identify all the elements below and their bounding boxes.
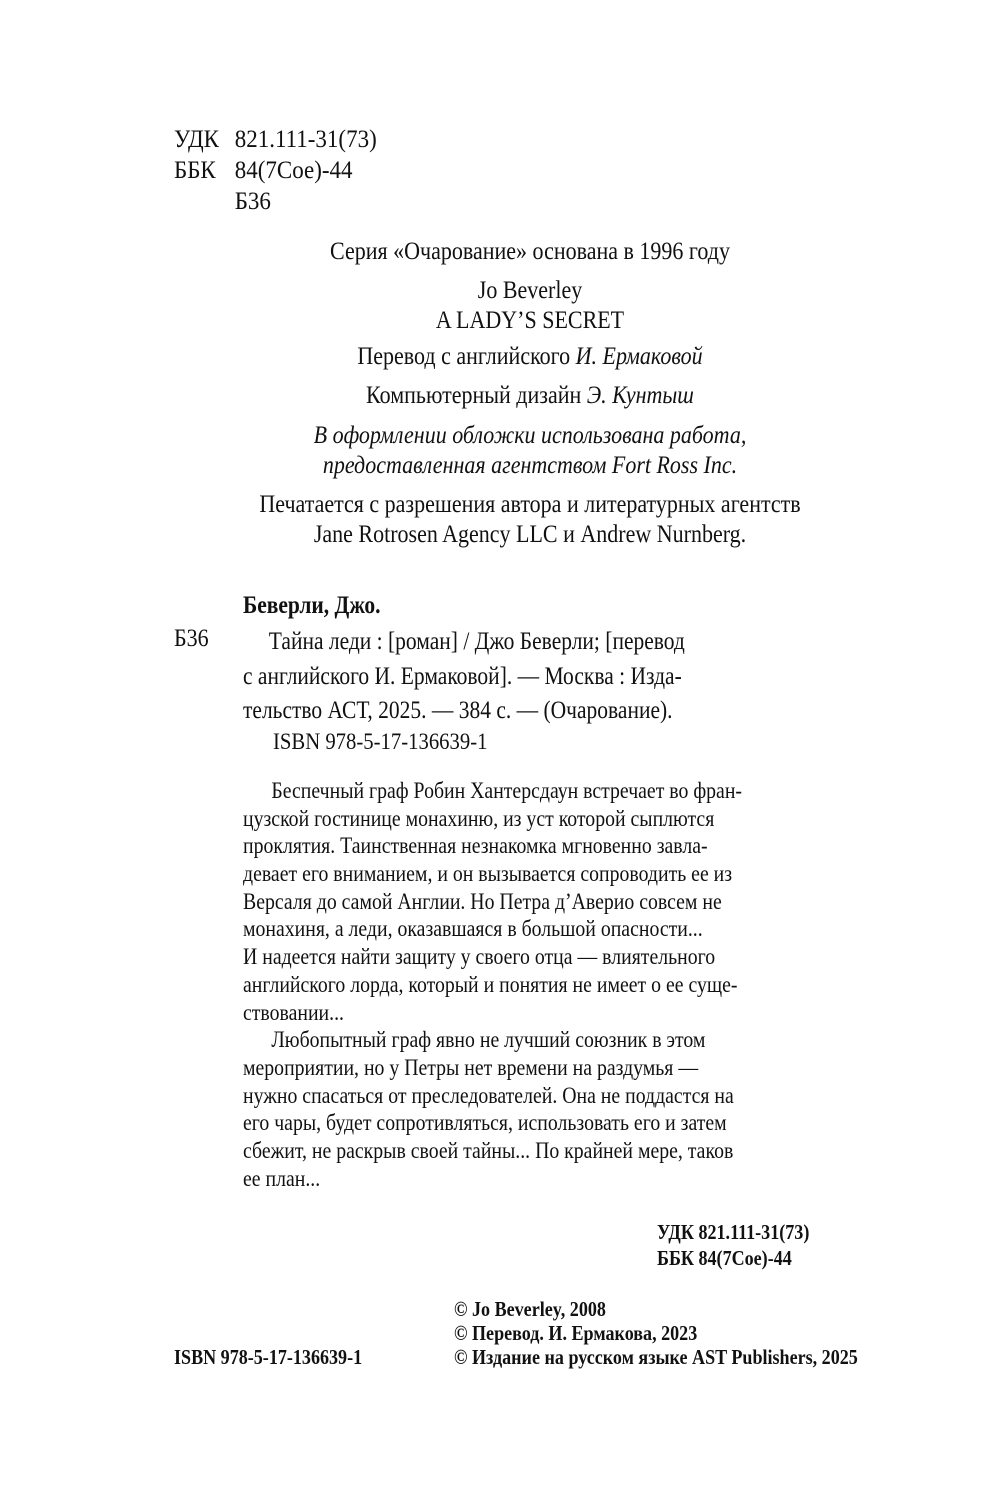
design-prefix: Компьютерный дизайн [366, 382, 582, 409]
footer-classification [657, 1219, 809, 1271]
designer-name: Э. Кунтыш [586, 382, 694, 409]
series-line: Серия «Очарование» основана в 1996 году [330, 238, 730, 265]
footer-udk: УДК 821.111-31(73) [657, 1220, 810, 1244]
original-title: A LADY’S SECRET [435, 307, 625, 334]
permission-note: Печатается с разрешения автора и литературных агентств Jane Rotrosen Agency LLC и Andrew Nurnberg. [259, 491, 801, 548]
copyright-edition: © Издание на русском языке AST Publishers, 2025 [454, 1345, 858, 1369]
cover-note: В оформлении обложки использована работа, предоставленная агентством Fort Ross Inc. [313, 422, 747, 479]
footer-bbk: ББК 84(7Сое)-44 [657, 1246, 792, 1270]
original-edition [174, 276, 886, 336]
bbk-value: 84(7Сое)-44 [234, 157, 353, 184]
copyright-translation: © Перевод. И. Ермакова, 2023 [454, 1321, 698, 1345]
bbk-label: ББК [174, 157, 216, 184]
record-description: Тайна леди : [роман] / Джо Беверли; [перевод с английского И. Ермаковой]. — Москва : Изда- тельство АСТ, 2025. — 384 с. — (Очарование). [243, 628, 685, 724]
author-sign-row [174, 186, 377, 217]
translation-prefix: Перевод с английского [357, 343, 571, 370]
record-isbn: ISBN 978-5-17-136639-1 [273, 729, 488, 754]
udk-value: 821.111-31(73) [234, 126, 377, 153]
translator-name: И. Ермаковой [575, 343, 703, 370]
record-code: Б36 [174, 625, 209, 652]
footer-isbn: ISBN 978-5-17-136639-1 [174, 1345, 363, 1369]
copyright-notices [454, 1297, 858, 1369]
udk-label: УДК [174, 126, 219, 153]
udk-row [174, 124, 377, 155]
annotation: Беспечный граф Робин Хантерсдаун встречает во фран- цузской гостинице монахиню, из уст которой сыплются проклятия. Таинственная незнакомка мгновенно завла- девает его вниманием, и он вызывается сопроводить ее из Версаля до самой Англии. Но Петра д’Аверио совсем не монахиня, а леди, оказавшаяся в большой опасности... И надеется найти защиту у своего отца — влиятельного английского лорда, который и понятия не имеет о ее суще- ствовании... Любопытный граф явно не лучший союзник в этом мероприятии, но у Петры нет времени на раздумья — нужно спасаться от преследователей. Она не поддастся на его чары, будет сопротивляться, использовать его и затем сбежит, не раскрыв своей тайны... По крайней мере, таков ее план... [243, 778, 743, 1191]
translation-credit [174, 342, 886, 372]
author-sign: Б36 [234, 188, 271, 215]
bbk-row [174, 155, 377, 186]
record-author-heading: Беверли, Джо. [243, 592, 381, 619]
copyright-author: © Jo Beverley, 2008 [454, 1297, 606, 1321]
original-author: Jo Beverley [477, 277, 583, 304]
classification-block [174, 124, 377, 217]
design-credit [174, 381, 886, 411]
